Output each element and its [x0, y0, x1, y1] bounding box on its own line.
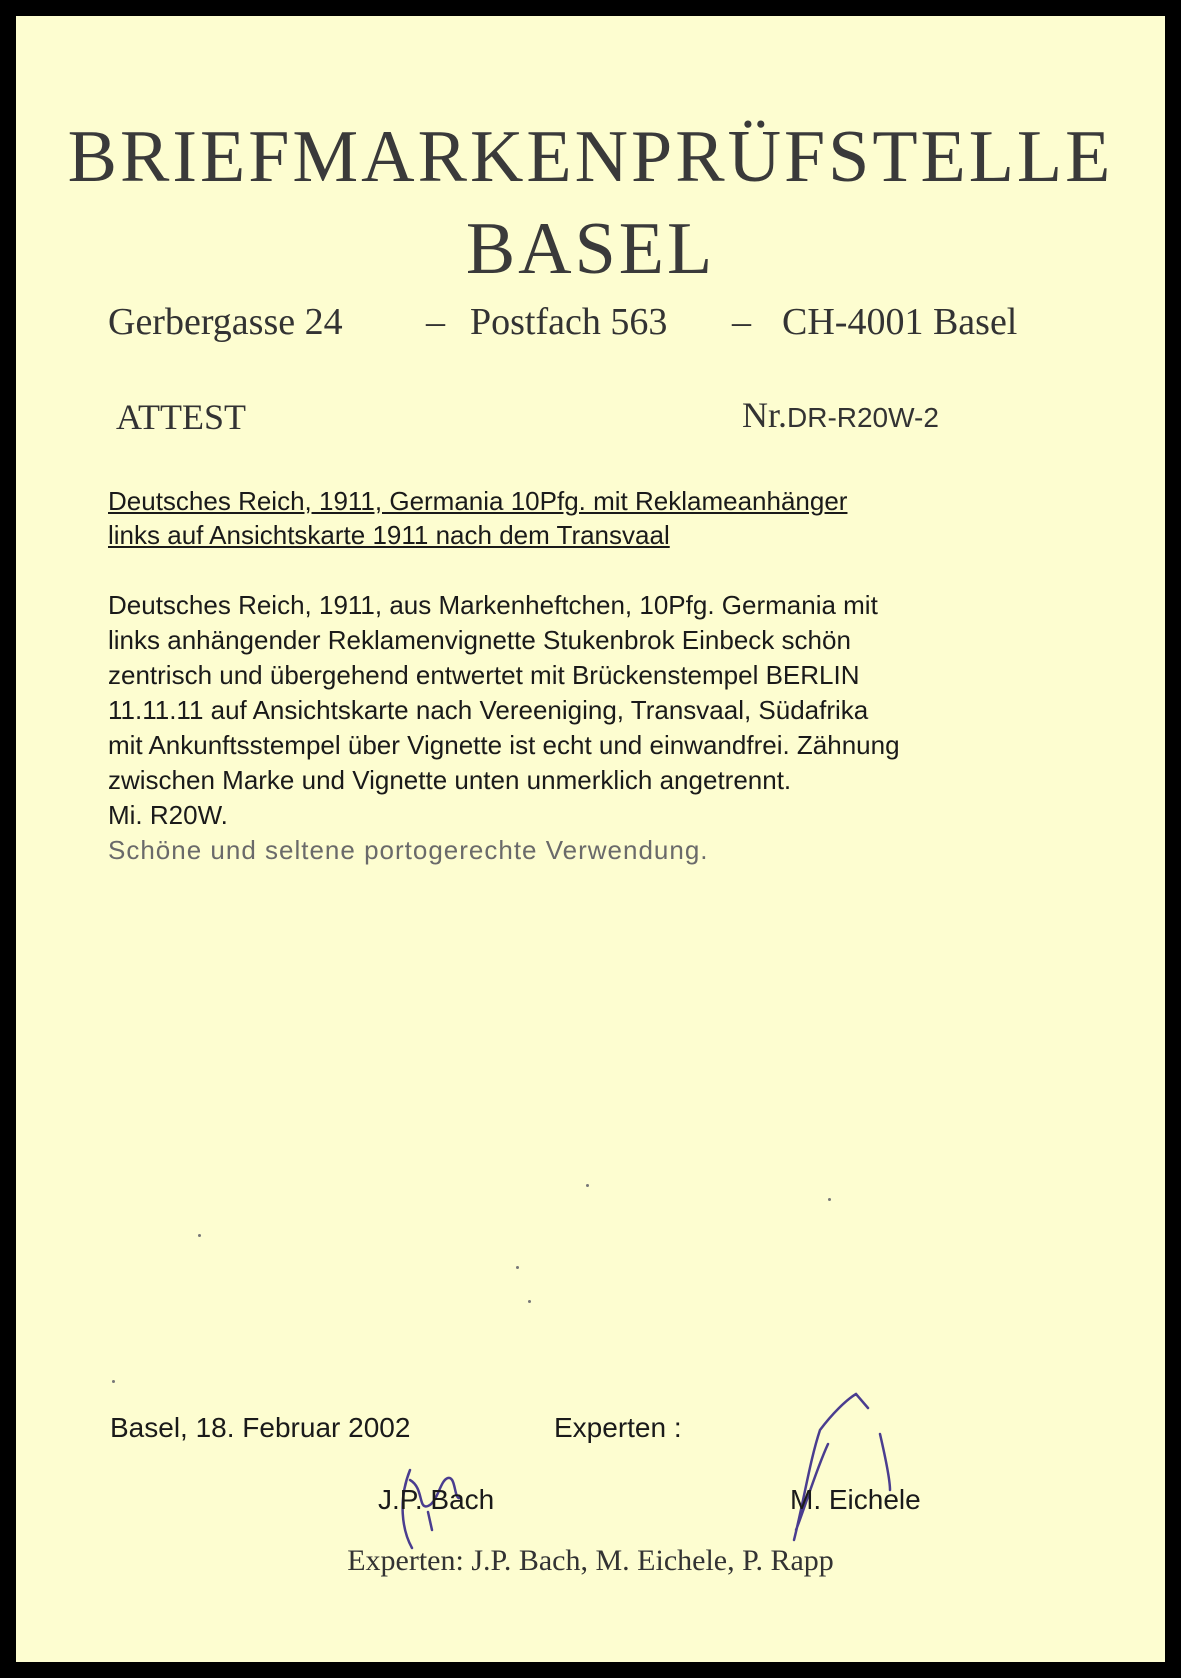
attest-number-label: Nr.	[742, 395, 787, 435]
address-separator: –	[732, 301, 751, 343]
body-line: 11.11.11 auf Ansichtskarte nach Vereeniging, Transvaal, Südafrika	[108, 695, 869, 725]
address-separator: –	[426, 301, 445, 343]
body-line: zwischen Marke und Vignette unten unmerklich angetrennt.	[108, 765, 792, 795]
address-street: Gerbergasse 24	[108, 301, 343, 343]
address-postbox: Postfach 563	[470, 301, 668, 343]
issue-date: Basel, 18. Februar 2002	[110, 1412, 411, 1443]
address-city: CH-4001 Basel	[782, 301, 1018, 343]
experts-label: Experten :	[554, 1412, 682, 1443]
body-line: Schöne und seltene portogerechte Verwendung.	[108, 835, 709, 865]
institution-title: BRIEFMARKENPRÜFSTELLE	[67, 116, 1114, 198]
speck	[112, 1380, 115, 1383]
expert-name-bach: J.P. Bach	[378, 1484, 495, 1515]
attest-body	[108, 588, 1068, 868]
body-line: links anhängender Reklamenvignette Stukenbrok Einbeck schön	[108, 625, 851, 655]
body-line: zentrisch und übergehend entwertet mit Brückenstempel BERLIN	[108, 660, 860, 690]
attest-heading	[108, 484, 1068, 552]
speck	[828, 1198, 831, 1201]
body-line: Deutsches Reich, 1911, aus Markenheftchen, 10Pfg. Germania mit	[108, 590, 878, 620]
attest-number	[742, 394, 939, 436]
speck	[528, 1300, 531, 1303]
expert-name-eichele: M. Eichele	[790, 1484, 921, 1515]
signature-eichele-icon	[776, 1380, 936, 1550]
speck	[516, 1266, 519, 1269]
heading-line: links auf Ansichtskarte 1911 nach dem Transvaal	[108, 520, 670, 550]
speck	[198, 1234, 201, 1237]
institution-city: BASEL	[465, 208, 716, 290]
speck	[586, 1184, 589, 1187]
heading-line: Deutsches Reich, 1911, Germania 10Pfg. mit Reklameanhänger	[108, 486, 848, 516]
attest-label: ATTEST	[116, 397, 246, 437]
experts-footer: Experten: J.P. Bach, M. Eichele, P. Rapp	[347, 1544, 834, 1577]
body-line: mit Ankunftsstempel über Vignette ist echt und einwandfrei. Zähnung	[108, 730, 900, 760]
body-line: Mi. R20W.	[108, 800, 228, 830]
attest-number-value: DR-R20W-2	[787, 402, 939, 433]
attest-document	[16, 16, 1165, 1662]
